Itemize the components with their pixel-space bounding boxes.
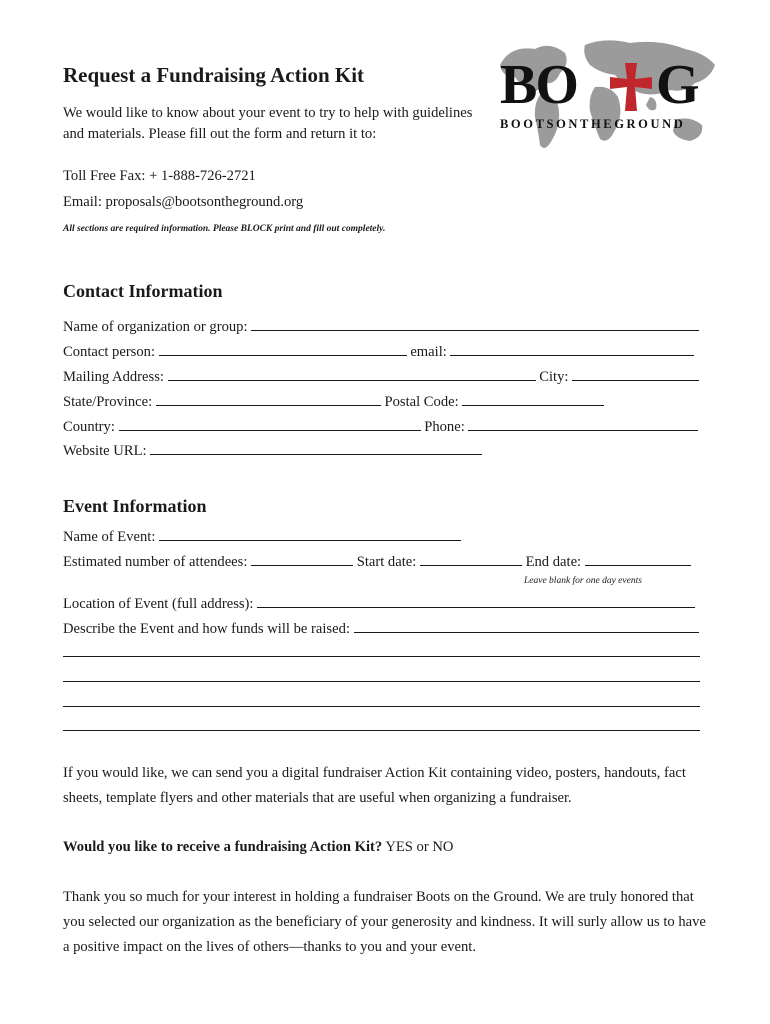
attendees-input-line[interactable] xyxy=(251,552,353,566)
kit-offer-line-2: sheets, template flyers and other materials that are useful when organizing a fundraiser. xyxy=(63,790,572,806)
org-field-row xyxy=(63,317,699,336)
event-name-label: Name of Event: xyxy=(63,529,156,545)
country-input-line[interactable] xyxy=(119,417,421,431)
country-phone-row xyxy=(63,417,698,436)
phone-input-line[interactable] xyxy=(468,417,698,431)
location-input-line[interactable] xyxy=(257,594,695,608)
fax-number: Toll Free Fax: + 1-888-726-2721 xyxy=(63,168,256,184)
attendees-dates-row xyxy=(63,552,691,571)
attendees-label: Estimated number of attendees: xyxy=(63,554,248,570)
city-input-line[interactable] xyxy=(572,367,699,381)
describe-label: Describe the Event and how funds will be raised: xyxy=(63,621,350,637)
describe-line-2[interactable] xyxy=(63,655,700,657)
location-row xyxy=(63,594,695,613)
contact-email: Email: proposals@bootsontheground.org xyxy=(63,194,304,210)
intro-line-1: We would like to know about your event to try to help with guidelines xyxy=(63,105,473,121)
website-input-line[interactable] xyxy=(150,441,482,455)
mailing-address-row xyxy=(63,367,699,386)
kit-question: Would you like to receive a fundraising Action Kit? xyxy=(63,839,383,855)
mailing-address-label: Mailing Address: xyxy=(63,369,164,385)
describe-line-5[interactable] xyxy=(63,729,700,731)
postal-code-input-line[interactable] xyxy=(462,392,604,406)
website-label: Website URL: xyxy=(63,443,147,459)
event-heading: Event Information xyxy=(63,496,207,516)
start-date-input-line[interactable] xyxy=(420,552,522,566)
state-input-line[interactable] xyxy=(156,392,381,406)
kit-question-row xyxy=(63,839,453,856)
required-note: All sections are required information. Please BLOCK print and fill out completely. xyxy=(63,224,386,234)
website-row xyxy=(63,441,482,460)
intro-line-2: and materials. Please fill out the form and return it to: xyxy=(63,126,377,142)
contact-person-row xyxy=(63,342,694,361)
describe-line-4[interactable] xyxy=(63,705,700,707)
state-postal-row xyxy=(63,392,604,411)
closing-line-2: you selected our organization as the beneficiary of your generosity and kindness. It will surly allow us to have xyxy=(63,914,706,930)
page-title: Request a Fundraising Action Kit xyxy=(63,63,365,87)
describe-row xyxy=(63,619,699,638)
closing-line-3: a positive impact on the lives of others—thanks to you and your event. xyxy=(63,939,477,955)
contact-person-label: Contact person: xyxy=(63,344,156,360)
phone-label: Phone: xyxy=(424,419,465,435)
start-date-label: Start date: xyxy=(356,554,417,570)
email-label: email: xyxy=(410,344,447,360)
logo-wordmark: BOOTSONTHEGROUND xyxy=(500,117,686,131)
event-name-input-line[interactable] xyxy=(159,527,461,541)
contact-heading: Contact Information xyxy=(63,281,223,301)
red-cross-icon xyxy=(608,61,654,113)
kit-offer-line-1: If you would like, we can send you a digital fundraiser Action Kit containing video, posters, handouts, fact xyxy=(63,765,686,781)
org-label: Name of organization or group: xyxy=(63,319,248,335)
end-date-label: End date: xyxy=(525,554,582,570)
logo-letters-right: G xyxy=(656,54,700,116)
location-label: Location of Event (full address): xyxy=(63,596,254,612)
describe-input-line[interactable] xyxy=(354,619,699,633)
kit-answer-options[interactable]: YES or NO xyxy=(385,839,454,855)
state-label: State/Province: xyxy=(63,394,153,410)
contact-person-input-line[interactable] xyxy=(159,342,407,356)
bootsontheground-logo xyxy=(490,35,722,160)
end-date-note: Leave blank for one day events xyxy=(524,576,642,586)
closing-line-1: Thank you so much for your interest in holding a fundraiser Boots on the Ground. We are truly honored that xyxy=(63,889,694,905)
logo-letters-left: BO xyxy=(500,54,577,116)
org-input-line[interactable] xyxy=(251,317,699,331)
email-input-line[interactable] xyxy=(450,342,694,356)
mailing-address-input-line[interactable] xyxy=(168,367,536,381)
event-name-row xyxy=(63,527,461,546)
end-date-input-line[interactable] xyxy=(585,552,691,566)
describe-line-3[interactable] xyxy=(63,680,700,682)
postal-code-label: Postal Code: xyxy=(384,394,459,410)
city-label: City: xyxy=(539,369,569,385)
country-label: Country: xyxy=(63,419,115,435)
